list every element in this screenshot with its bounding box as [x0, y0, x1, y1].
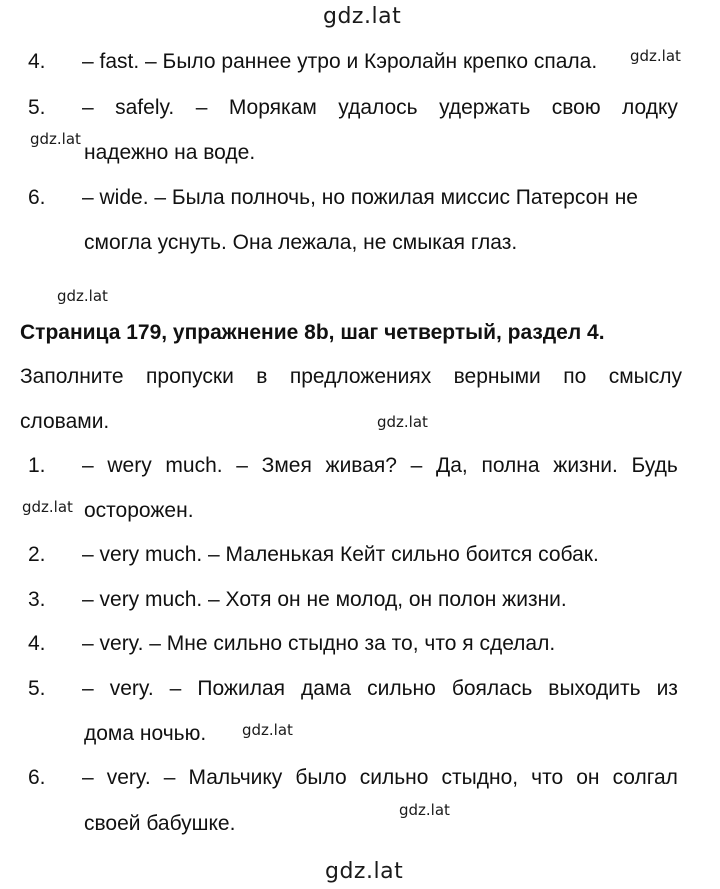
- word: что: [531, 766, 564, 789]
- word: much.: [165, 454, 223, 477]
- word: смыслу: [608, 365, 682, 388]
- word: свою: [551, 96, 601, 119]
- word: сильно: [359, 766, 429, 789]
- word: в: [256, 365, 268, 388]
- word: предложениях: [289, 365, 432, 388]
- word: полна: [481, 454, 540, 477]
- watermark: gdz.lat: [242, 721, 293, 739]
- word: –: [82, 677, 94, 700]
- word: Будь: [631, 454, 678, 477]
- watermark: gdz.lat: [399, 801, 450, 819]
- item-text: – wide. – Была полночь, но пожилая миссис Патерсон не: [82, 186, 638, 209]
- word: wery: [107, 454, 152, 477]
- word: сильно: [367, 677, 436, 700]
- watermark: gdz.lat: [22, 498, 73, 516]
- word: safely.: [115, 96, 175, 119]
- item-number: 2.: [28, 543, 46, 566]
- word: он: [576, 766, 600, 789]
- word: стыдно,: [441, 766, 519, 789]
- item-continuation: осторожен.: [84, 499, 194, 522]
- word: верными: [453, 365, 541, 388]
- word: пропуски: [146, 365, 234, 388]
- word: из: [656, 677, 678, 700]
- item-number: 5.: [28, 96, 46, 119]
- item-number: 6.: [28, 186, 46, 209]
- section-heading: Страница 179, упражнение 8b, шаг четвертый, раздел 4.: [20, 321, 605, 344]
- item-number: 6.: [28, 766, 46, 789]
- word: –: [163, 766, 176, 789]
- instruction: [20, 366, 682, 387]
- word: –: [410, 454, 423, 477]
- watermark-bottom: gdz.lat: [325, 859, 404, 884]
- item-number: 5.: [28, 677, 46, 700]
- word: –: [82, 766, 94, 789]
- word: выходить: [548, 677, 641, 700]
- item-number: 3.: [28, 588, 46, 611]
- item-text: – very much. – Маленькая Кейт сильно боится собак.: [82, 543, 599, 566]
- item-text: [82, 767, 678, 788]
- item-number: 4.: [28, 632, 46, 655]
- item-text: – very. – Мне сильно стыдно за то, что я сделал.: [82, 632, 556, 655]
- word: живая?: [325, 454, 397, 477]
- watermark: gdz.lat: [30, 130, 81, 148]
- word: солгал: [612, 766, 678, 789]
- item-continuation: надежно на воде.: [84, 141, 256, 164]
- item-number: 1.: [28, 454, 46, 477]
- item-text: [82, 97, 678, 118]
- word: –: [82, 96, 94, 119]
- word: Мальчику: [188, 766, 283, 789]
- item-text: [82, 678, 678, 699]
- word: very.: [109, 677, 154, 700]
- word: по: [563, 365, 587, 388]
- word: лодку: [622, 96, 678, 119]
- word: –: [82, 454, 94, 477]
- word: было: [295, 766, 347, 789]
- item-text: – fast. – Было раннее утро и Кэролайн крепко спала.: [82, 50, 598, 73]
- watermark: gdz.lat: [377, 413, 428, 431]
- item-text: – very much. – Хотя он не молод, он полон жизни.: [82, 588, 567, 611]
- word: very.: [106, 766, 151, 789]
- word: Заполните: [20, 365, 124, 388]
- item-continuation: дома ночью.: [84, 722, 207, 745]
- watermark: gdz.lat: [57, 287, 108, 305]
- watermark-top: gdz.lat: [323, 4, 402, 29]
- item-number: 4.: [28, 50, 46, 73]
- instruction-continuation: словами.: [20, 410, 110, 433]
- word: Морякам: [228, 96, 317, 119]
- item-continuation: своей бабушке.: [84, 812, 236, 835]
- word: дама: [301, 677, 352, 700]
- word: жизни.: [553, 454, 618, 477]
- item-text: [82, 455, 678, 476]
- word: –: [169, 677, 182, 700]
- word: –: [195, 96, 208, 119]
- word: боялась: [451, 677, 533, 700]
- word: Пожилая: [197, 677, 285, 700]
- watermark: gdz.lat: [630, 47, 681, 65]
- word: –: [236, 454, 248, 477]
- item-continuation: смогла уснуть. Она лежала, не смыкая глаз.: [84, 231, 518, 254]
- word: Да,: [436, 454, 468, 477]
- word: Змея: [261, 454, 312, 477]
- word: удержать: [439, 96, 531, 119]
- word: удалось: [338, 96, 418, 119]
